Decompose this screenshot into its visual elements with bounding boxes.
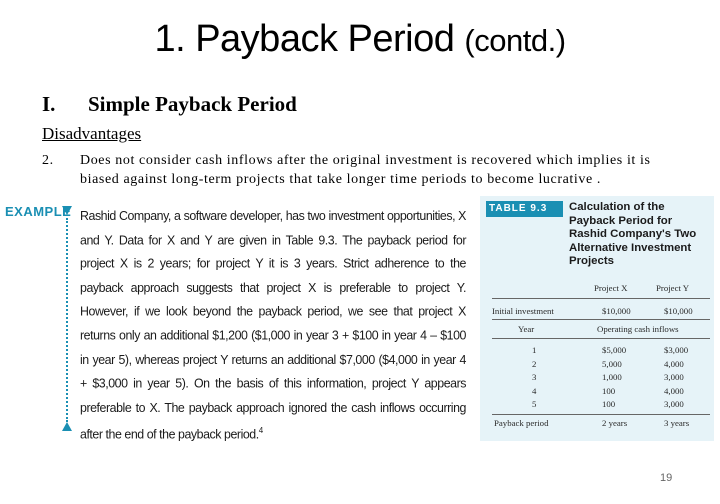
example-arrow-down-icon (62, 206, 72, 215)
point-text: Does not consider cash inflows after the original investment is recovered which implies it is biased against long-term projects that take longer time periods to become lucrative . (80, 153, 651, 187)
table-label: TABLE 9.3 (486, 201, 563, 217)
title-contd: (contd.) (464, 23, 566, 58)
example-dotted-rule (66, 218, 68, 422)
initial-label: Initial investment (492, 306, 554, 316)
project-x-cell: 5,000 (602, 358, 622, 369)
payback-label: Payback period (494, 418, 549, 428)
section-number: I. (42, 92, 56, 116)
col-project-y: Project Y (656, 283, 690, 293)
table-rule (492, 298, 710, 299)
col-project-x: Project X (594, 283, 628, 293)
table-figure (480, 196, 714, 441)
inflows-header: Operating cash inflows (597, 324, 679, 334)
year-cell: 5 (532, 399, 537, 409)
project-y-cell: 4,000 (664, 358, 684, 369)
point-number: 2. (42, 153, 54, 168)
initial-x: $10,000 (602, 306, 631, 316)
example-text (80, 204, 466, 447)
year-cell: 3 (532, 372, 537, 382)
year-cell: 1 (532, 345, 537, 355)
page-number: 19 (660, 472, 673, 484)
payback-y: 3 years (664, 418, 690, 428)
project-y-cell: 4,000 (664, 385, 684, 396)
payback-x: 2 years (602, 418, 628, 428)
table-rule (492, 414, 710, 415)
table-rule (492, 319, 710, 320)
section-title: Simple Payback Period (88, 92, 297, 116)
project-x-cell: $5,000 (602, 345, 627, 355)
project-x-cell: 100 (602, 385, 616, 396)
slide-title (0, 18, 720, 61)
example-arrow-up-icon (62, 422, 72, 431)
year-cell: 4 (532, 385, 537, 396)
title-main: 1. Payback Period (154, 18, 455, 60)
initial-y: $10,000 (664, 306, 693, 316)
project-y-cell: $3,000 (664, 345, 689, 355)
project-y-cell: 3,000 (664, 372, 684, 382)
subheading: Disadvantages (42, 124, 142, 143)
example-label: EXAMPLE (5, 204, 72, 219)
example-body: Rashid Company, a software developer, has two investment opportunities, X and Y. Data for X and Y are given in Table 9.3. The payback period for project X is 2 years; for project Y it is 3 years. Strict adherence to the payback approach suggests that project X is preferable to project Y. However, if we look beyond the payback period, we see that project X returns only an additional $1,200 ($1,000 in year 3 + $100 in year 4 – $100 in year 5), whereas project Y returns an additional $7,000 ($4,000 in year 4 + $3,000 in year 5). On the basis of this information, project Y appears preferable to X. The payback approach ignored the cash inflows occurring after the end of the payback period. (80, 208, 466, 442)
project-x-cell: 100 (602, 399, 616, 409)
example-footnote: 4 (258, 425, 263, 436)
table-rule (492, 338, 710, 339)
project-y-cell: 3,000 (664, 399, 684, 409)
year-cell: 2 (532, 358, 537, 369)
table-caption: Calculation of the Payback Period for Rashid Company's Two Alternative Investment Projects (569, 201, 697, 267)
section-heading (42, 92, 297, 117)
project-x-cell: 1,000 (602, 372, 622, 382)
year-header: Year (518, 324, 535, 334)
